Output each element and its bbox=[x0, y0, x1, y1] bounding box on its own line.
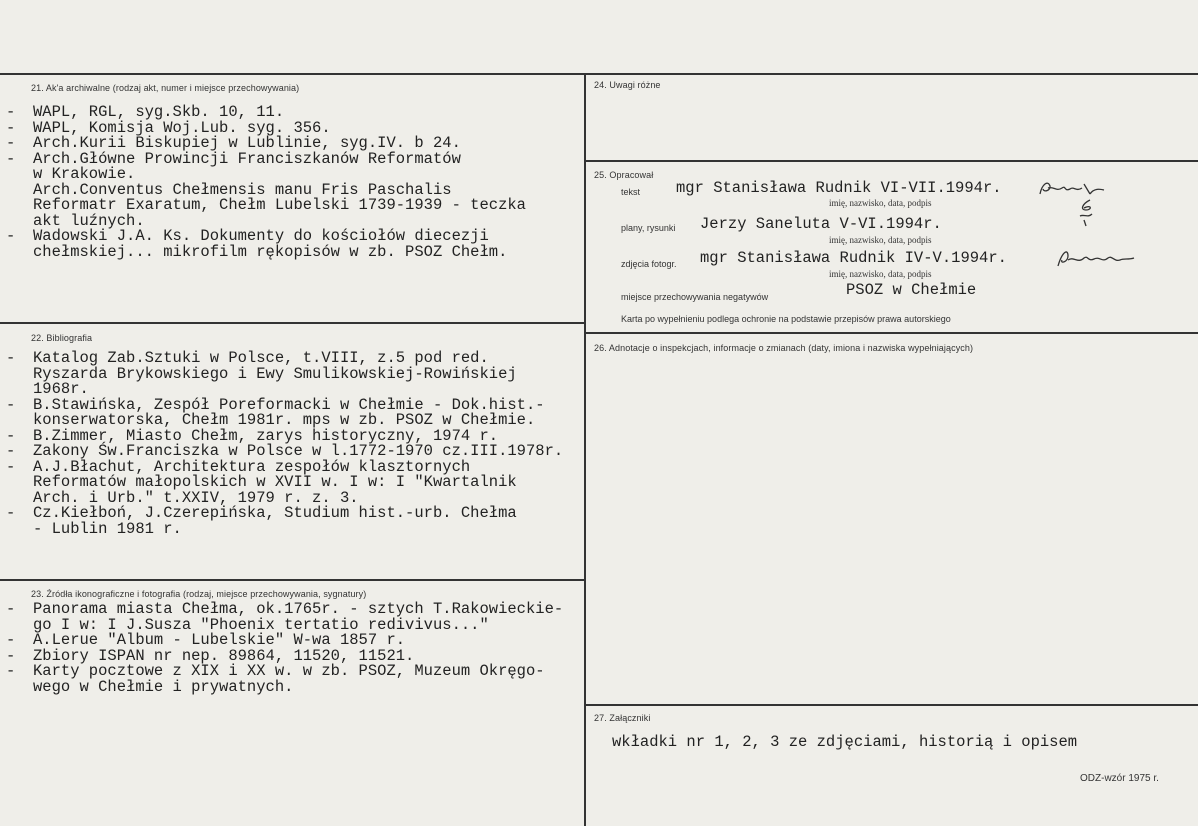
entry-line bbox=[6, 677, 586, 696]
section-23-entries bbox=[6, 602, 586, 695]
entry-line bbox=[6, 364, 586, 383]
section-25-label: 25. Opracował bbox=[594, 170, 654, 180]
section-24-label: 24. Uwagi różne bbox=[594, 80, 661, 90]
entry-text: akt luźnych. bbox=[33, 211, 145, 230]
section-23-label: 23. Źródła ikonograficzne i fotografia (rodzaj, miejsce przechowywania, sygnatury) bbox=[31, 589, 367, 599]
entry-text: Katalog Zab.Sztuki w Polsce, t.VIII, z.5 pod red. bbox=[33, 349, 489, 367]
entry-text: B.Zimmer, Miasto Chełm, zarys historyczny, 1974 r. bbox=[33, 426, 499, 445]
entry-text: A.Lerue "Album - Lubelskie" W-wa 1857 r. bbox=[33, 631, 406, 649]
form-code: ODZ-wzór 1975 r. bbox=[1080, 773, 1159, 784]
section-27-value: wkładki nr 1, 2, 3 ze zdjęciami, historią i opisem bbox=[612, 733, 1078, 751]
entry-text: - Lublin 1981 r. bbox=[33, 519, 182, 538]
section-21-label: 21. Ak'a archiwalne (rodzaj akt, numer i miejsce przechowywania) bbox=[31, 83, 300, 93]
list-bullet: - bbox=[6, 457, 16, 476]
rule-after-21 bbox=[0, 322, 584, 324]
rule-after-25 bbox=[586, 332, 1198, 334]
entry-text: Arch. i Urb." t.XXIV, 1979 r. z. 3. bbox=[33, 488, 359, 507]
zdjecia-value: mgr Stanisława Rudnik IV-V.1994r. bbox=[700, 249, 1007, 267]
entry-line bbox=[6, 519, 586, 538]
section-21-entries bbox=[6, 105, 586, 260]
entry-text: B.Stawińska, Zespół Poreformacki w Chełmie - Dok.hist.- bbox=[33, 395, 545, 414]
signature-zdjecia bbox=[1052, 246, 1142, 272]
entry-line bbox=[6, 242, 586, 261]
entry-text: Wadowski J.A. Ks. Dokumenty do kościołów diecezji bbox=[33, 227, 489, 245]
entry-text: Arch.Główne Prowincji Franciszkanów Reformatów bbox=[33, 149, 461, 168]
entry-text: go I w: I J.Susza "Phoenix tertatio redivivus..." bbox=[33, 615, 489, 634]
list-bullet: - bbox=[6, 631, 16, 649]
tekst-sub-label: imię, nazwisko, data, podpis bbox=[829, 198, 932, 208]
entry-text: Zakony Św.Franciszka w Polsce w l.1772-1970 cz.III.1978r. bbox=[33, 442, 564, 460]
section-22-entries bbox=[6, 351, 586, 537]
section-22-label: 22. Bibliografia bbox=[31, 333, 93, 343]
entry-text: 1968r. bbox=[33, 380, 89, 398]
entry-text: A.J.Błachut, Architektura zespołów klasztornych bbox=[33, 457, 471, 476]
top-rule bbox=[0, 73, 1198, 75]
entry-text: WAPL, RGL, syg.Skb. 10, 11. bbox=[33, 103, 285, 121]
miejsce-value: PSOZ w Chełmie bbox=[846, 281, 977, 299]
plany-label: plany, rysunki bbox=[621, 223, 676, 233]
list-bullet: - bbox=[6, 662, 16, 680]
list-bullet: - bbox=[6, 504, 16, 522]
entry-text: Cz.Kiełboń, J.Czerepińska, Studium hist.-urb. Chełma bbox=[33, 504, 517, 522]
entry-text: konserwatorska, Chełm 1981r. mps w zb. PSOZ w Chełmie. bbox=[33, 411, 536, 429]
entry-text: Ryszarda Brykowskiego i Ewy Smulikowskiej-Rowińskiej bbox=[33, 364, 517, 383]
entry-text: Reformatr Exaratum, Chełm Lubelski 1739-1939 - teczka bbox=[33, 196, 526, 214]
zdjecia-label: zdjęcia fotogr. bbox=[621, 259, 677, 269]
entry-text: Zbiory ISPAN nr nep. 89864, 11520, 11521. bbox=[33, 646, 415, 665]
list-bullet: - bbox=[6, 149, 16, 168]
list-bullet: - bbox=[6, 426, 16, 445]
tekst-value: mgr Stanisława Rudnik VI-VII.1994r. bbox=[676, 179, 1002, 197]
list-bullet: - bbox=[6, 395, 16, 414]
section-26-label: 26. Adnotacje o inspekcjach, informacje o zmianach (daty, imiona i nazwiska wypełniających) bbox=[594, 343, 974, 353]
list-bullet: - bbox=[6, 646, 16, 665]
plany-value: Jerzy Saneluta V-VI.1994r. bbox=[700, 215, 942, 233]
list-bullet: - bbox=[6, 442, 16, 460]
rule-after-22 bbox=[0, 579, 584, 581]
entry-text: Arch.Conventus Chełmensis manu Fris Paschalis bbox=[33, 180, 452, 199]
rule-after-24 bbox=[586, 160, 1198, 162]
list-bullet: - bbox=[6, 103, 16, 121]
entry-text: chełmskiej... mikrofilm rękopisów w zb. PSOZ Chełm. bbox=[33, 242, 508, 261]
list-bullet: - bbox=[6, 227, 16, 245]
entry-text: wego w Chełmie i prywatnych. bbox=[33, 677, 294, 696]
list-bullet: - bbox=[6, 134, 16, 152]
miejsce-label: miejsce przechowywania negatywów bbox=[621, 292, 769, 302]
list-bullet: - bbox=[6, 600, 16, 618]
entry-text: Karty pocztowe z XIX i XX w. w zb. PSOZ, Muzeum Okręgo- bbox=[33, 662, 545, 680]
tekst-label: tekst bbox=[621, 187, 641, 197]
entry-text: Reformatów małopolskich w XVII w. I w: I "Kwartalnik bbox=[33, 473, 517, 491]
section-27-label: 27. Załączniki bbox=[594, 713, 651, 723]
rule-after-26 bbox=[586, 704, 1198, 706]
entry-text: Panorama miasta Chełma, ok.1765r. - sztych T.Rakowieckie- bbox=[33, 600, 564, 618]
signature-plany bbox=[1072, 196, 1102, 230]
entry-text: w Krakowie. bbox=[33, 165, 136, 183]
list-bullet: - bbox=[6, 118, 16, 137]
entry-text: WAPL, Komisja Woj.Lub. syg. 356. bbox=[33, 118, 331, 137]
entry-text: Arch.Kurii Biskupiej w Lublinie, syg.IV. b 24. bbox=[33, 134, 461, 152]
list-bullet: - bbox=[6, 349, 16, 367]
plany-sub-label: imię, nazwisko, data, podpis bbox=[829, 235, 932, 245]
zdjecia-sub-label: imię, nazwisko, data, podpis bbox=[829, 269, 932, 279]
karta-note: Karta po wypełnieniu podlega ochronie na podstawie przepisów prawa autorskiego bbox=[621, 314, 951, 324]
